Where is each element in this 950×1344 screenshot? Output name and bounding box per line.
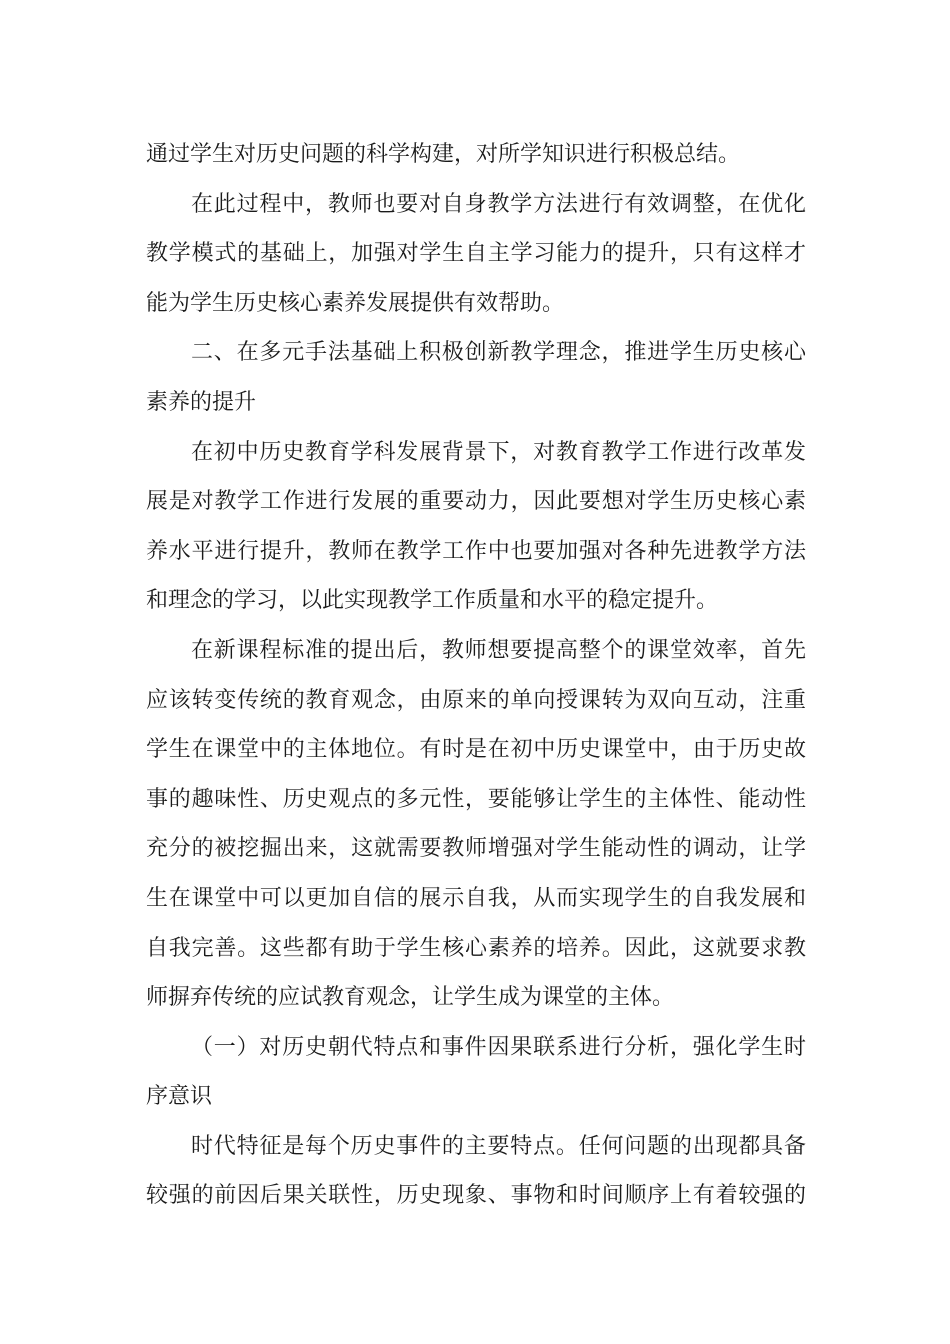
- text-line: 教学模式的基础上，加强对学生自主学习能力的提升，只有这样才: [146, 241, 806, 267]
- text-line: 师摒弃传统的应试教育观念，让学生成为课堂的主体。: [146, 985, 675, 1011]
- text-line: 在新课程标准的提出后，教师想要提高整个的课堂效率，首先: [191, 637, 806, 663]
- text-line: 养水平进行提升，教师在教学工作中也要加强对各种先进教学方法: [146, 538, 806, 564]
- text-line: 生在课堂中可以更加自信的展示自我，从而实现学生的自我发展和: [146, 885, 806, 911]
- text-line: 事的趣味性、历史观点的多元性，要能够让学生的主体性、能动性: [146, 786, 806, 812]
- text-line: 时代特征是每个历史事件的主要特点。任何问题的出现都具备: [191, 1133, 806, 1159]
- text-line: 在初中历史教育学科发展背景下，对教育教学工作进行改革发: [191, 439, 806, 465]
- text-line: 自我完善。这些都有助于学生核心素养的培养。因此，这就要求教: [146, 935, 806, 961]
- text-line: 较强的前因后果关联性，历史现象、事物和时间顺序上有着较强的: [146, 1183, 806, 1209]
- text-line: 应该转变传统的教育观念，由原来的单向授课转为双向互动，注重: [146, 687, 806, 713]
- text-line: 学生在课堂中的主体地位。有时是在初中历史课堂中，由于历史故: [146, 737, 806, 763]
- text-line: 二、在多元手法基础上积极创新教学理念，推进学生历史核心: [191, 340, 806, 366]
- text-line: （一）对历史朝代特点和事件因果联系进行分析，强化学生时: [191, 1034, 806, 1060]
- text-line: 展是对教学工作进行发展的重要动力，因此要想对学生历史核心素: [146, 489, 806, 515]
- text-line: 和理念的学习，以此实现教学工作质量和水平的稳定提升。: [146, 588, 719, 614]
- text-line: 通过学生对历史问题的科学构建，对所学知识进行积极总结。: [146, 142, 741, 167]
- text-line: 素养的提升: [146, 389, 257, 415]
- document-page: [146, 130, 806, 1221]
- text-line: 在此过程中，教师也要对自身教学方法进行有效调整，在优化: [191, 191, 806, 217]
- text-line: 序意识: [146, 1084, 213, 1110]
- text-line: 充分的被挖掘出来，这就需要教师增强对学生能动性的调动，让学: [146, 836, 806, 862]
- text-line: 能为学生历史核心素养发展提供有效帮助。: [146, 290, 565, 316]
